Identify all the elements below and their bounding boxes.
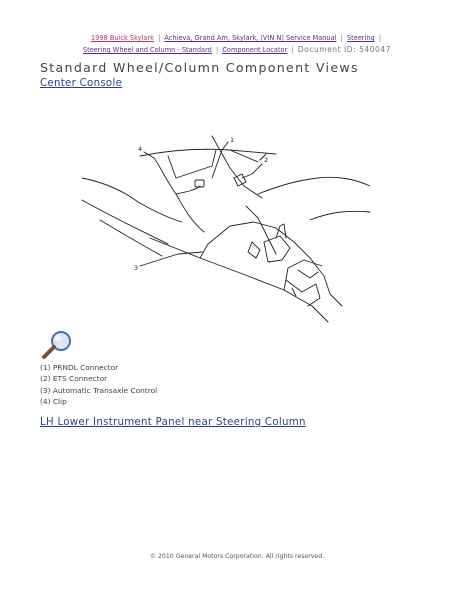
floor-contour-right <box>310 211 370 220</box>
floor-outline-left <box>82 178 182 222</box>
breadcrumb-separator: | <box>340 34 343 42</box>
breadcrumb-line-1 <box>0 33 474 44</box>
console-upper-edge <box>212 136 262 198</box>
section-heading-center-console[interactable]: Center Console <box>40 78 123 89</box>
breadcrumb-link-manual[interactable]: Achieva, Grand Am, Skylark, (VIN N) Service Manual <box>164 34 337 42</box>
breadcrumb-link-vehicle[interactable]: 1998 Buick Skylark <box>90 34 154 42</box>
callout-leader-2 <box>242 164 262 178</box>
breadcrumb-line-2 <box>0 44 474 56</box>
console-lower-trim <box>286 280 320 306</box>
breadcrumb-separator: | <box>378 34 382 42</box>
breadcrumb-link-steering[interactable]: Steering <box>346 34 375 42</box>
copyright-footer: © 2010 General Motors Corporation. All rights reserved. <box>149 553 325 560</box>
shift-lever <box>276 224 286 238</box>
legend-list <box>40 362 157 407</box>
console-side-edge <box>150 238 328 322</box>
legend-item: (3) Automatic Transaxle Control <box>40 385 158 395</box>
console-top-edge <box>200 222 276 258</box>
legend-item: (4) Clip <box>40 396 67 406</box>
magnifier-icon[interactable] <box>40 328 76 362</box>
breadcrumb-separator: | <box>291 46 294 54</box>
shifter-base <box>264 236 290 262</box>
legend-item: (1) PRNDL Connector <box>40 363 119 372</box>
callout-leader-3 <box>140 252 202 266</box>
callout-label-4: 4 <box>138 145 143 153</box>
breadcrumb-link-steering-wheel[interactable]: Steering Wheel and Column - Standard <box>82 46 212 54</box>
breadcrumb <box>0 33 474 56</box>
center-console-illustration[interactable] <box>80 120 380 335</box>
section-heading-lh-lower-panel[interactable]: LH Lower Instrument Panel near Steering Column <box>40 417 306 428</box>
document-id: Document ID: 540047 <box>297 45 392 54</box>
breadcrumb-separator: | <box>158 34 161 42</box>
callout-label-3: 3 <box>134 264 139 272</box>
legend-item: (2) ETS Connector <box>40 374 108 384</box>
callout-label-2: 2 <box>264 156 269 164</box>
floor-outline-right <box>258 177 370 194</box>
breadcrumb-link-component-locator[interactable]: Component Locator <box>222 46 288 54</box>
dash-panel-bracket <box>168 150 216 178</box>
page-title: Standard Wheel/Column Component Views <box>40 60 359 75</box>
callout-label-1: 1 <box>230 136 235 144</box>
console-right-edge <box>276 228 342 306</box>
breadcrumb-separator: | <box>215 46 219 54</box>
floor-contour-left <box>82 200 168 244</box>
prndl-housing <box>248 242 260 258</box>
dash-panel-edge <box>140 149 276 156</box>
console-detail <box>292 270 318 296</box>
